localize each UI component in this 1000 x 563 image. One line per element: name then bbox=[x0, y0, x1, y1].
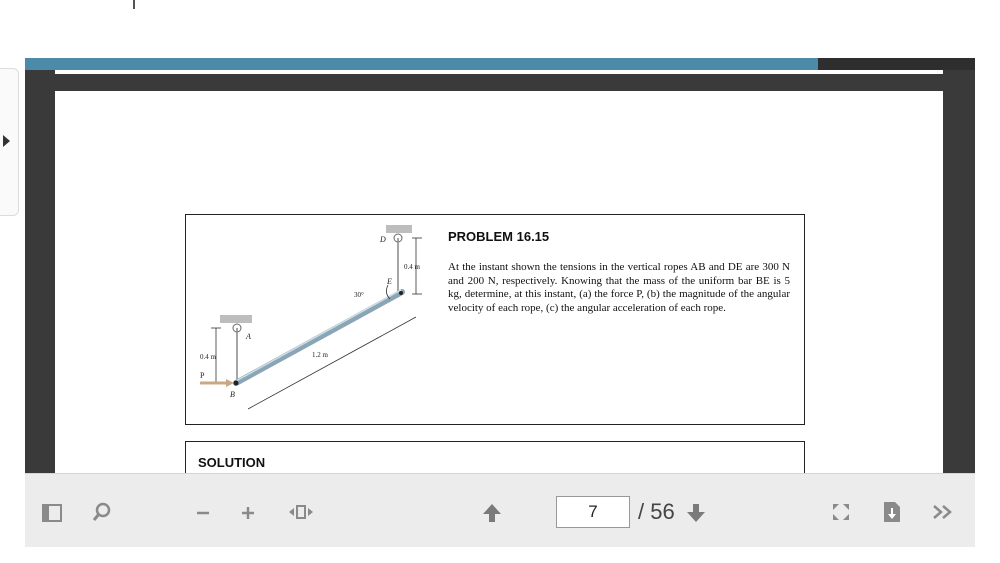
sidebar-toggle-icon bbox=[42, 504, 62, 522]
page-number-input[interactable] bbox=[556, 496, 630, 528]
previous-page-edge bbox=[55, 70, 943, 74]
next-page-button[interactable] bbox=[685, 502, 707, 524]
ceiling-support-d bbox=[386, 225, 412, 233]
label-b: B bbox=[230, 390, 235, 399]
previous-page-icon bbox=[481, 502, 503, 524]
previous-page-button[interactable] bbox=[481, 502, 503, 524]
sidebar-expand-tab[interactable] bbox=[0, 68, 19, 216]
solution-title: SOLUTION bbox=[198, 455, 266, 470]
bar-be bbox=[236, 292, 402, 383]
problem-statement: At the instant shown the tensions in the vertical ropes AB and DE are 300 N and 200 N, respectively. Knowing that the mass of the uniform bar BE is 5 kg, determine, at this instant, (a) the force P, (b) the magnitude of the angular velocity of each rope, (c) the angular acceleration of each rope. bbox=[448, 261, 790, 314]
zoom-in-button[interactable] bbox=[238, 502, 258, 522]
bar-highlight bbox=[236, 290, 401, 381]
search-icon bbox=[92, 502, 112, 522]
play-arrow-icon bbox=[3, 135, 10, 147]
point-b bbox=[234, 381, 239, 386]
fullscreen-button[interactable] bbox=[831, 502, 851, 522]
problem-figure bbox=[194, 223, 444, 418]
more-tools-icon bbox=[931, 502, 955, 522]
download-icon bbox=[883, 501, 901, 523]
text-cursor bbox=[133, 0, 135, 9]
solution-box bbox=[185, 441, 805, 473]
problem-title: PROBLEM 16.15 bbox=[448, 229, 550, 244]
sidebar-toggle-button[interactable] bbox=[42, 504, 62, 522]
download-button[interactable] bbox=[883, 501, 901, 523]
fit-width-button[interactable] bbox=[287, 502, 315, 522]
label-e: E bbox=[387, 277, 392, 286]
zoom-in-icon bbox=[238, 502, 258, 522]
zoom-out-button[interactable] bbox=[193, 502, 213, 522]
label-p: P bbox=[200, 371, 205, 380]
label-d: D bbox=[380, 235, 386, 244]
more-tools-button[interactable] bbox=[931, 502, 955, 522]
label-rope-de-length: 0.4 m bbox=[404, 263, 420, 271]
label-bar-length: 1.2 m bbox=[312, 351, 328, 359]
fullscreen-icon bbox=[831, 502, 851, 522]
force-p-head bbox=[226, 379, 234, 387]
label-angle: 30° bbox=[354, 291, 364, 299]
reading-progress-fill bbox=[25, 58, 818, 70]
label-a: A bbox=[246, 332, 251, 341]
document-page bbox=[55, 91, 943, 473]
reading-progress-bar bbox=[25, 58, 975, 70]
next-page-icon bbox=[685, 502, 707, 524]
viewer-toolbar bbox=[25, 473, 975, 547]
document-viewer[interactable] bbox=[25, 58, 975, 473]
ceiling-support-a bbox=[220, 315, 252, 323]
search-button[interactable] bbox=[92, 502, 112, 522]
zoom-out-icon bbox=[193, 502, 213, 522]
label-rope-ab-length: 0.4 m bbox=[200, 353, 216, 361]
point-e bbox=[399, 291, 403, 295]
problem-box bbox=[185, 214, 805, 425]
page-total: / 56 bbox=[638, 499, 675, 524]
fit-width-icon bbox=[287, 502, 315, 522]
